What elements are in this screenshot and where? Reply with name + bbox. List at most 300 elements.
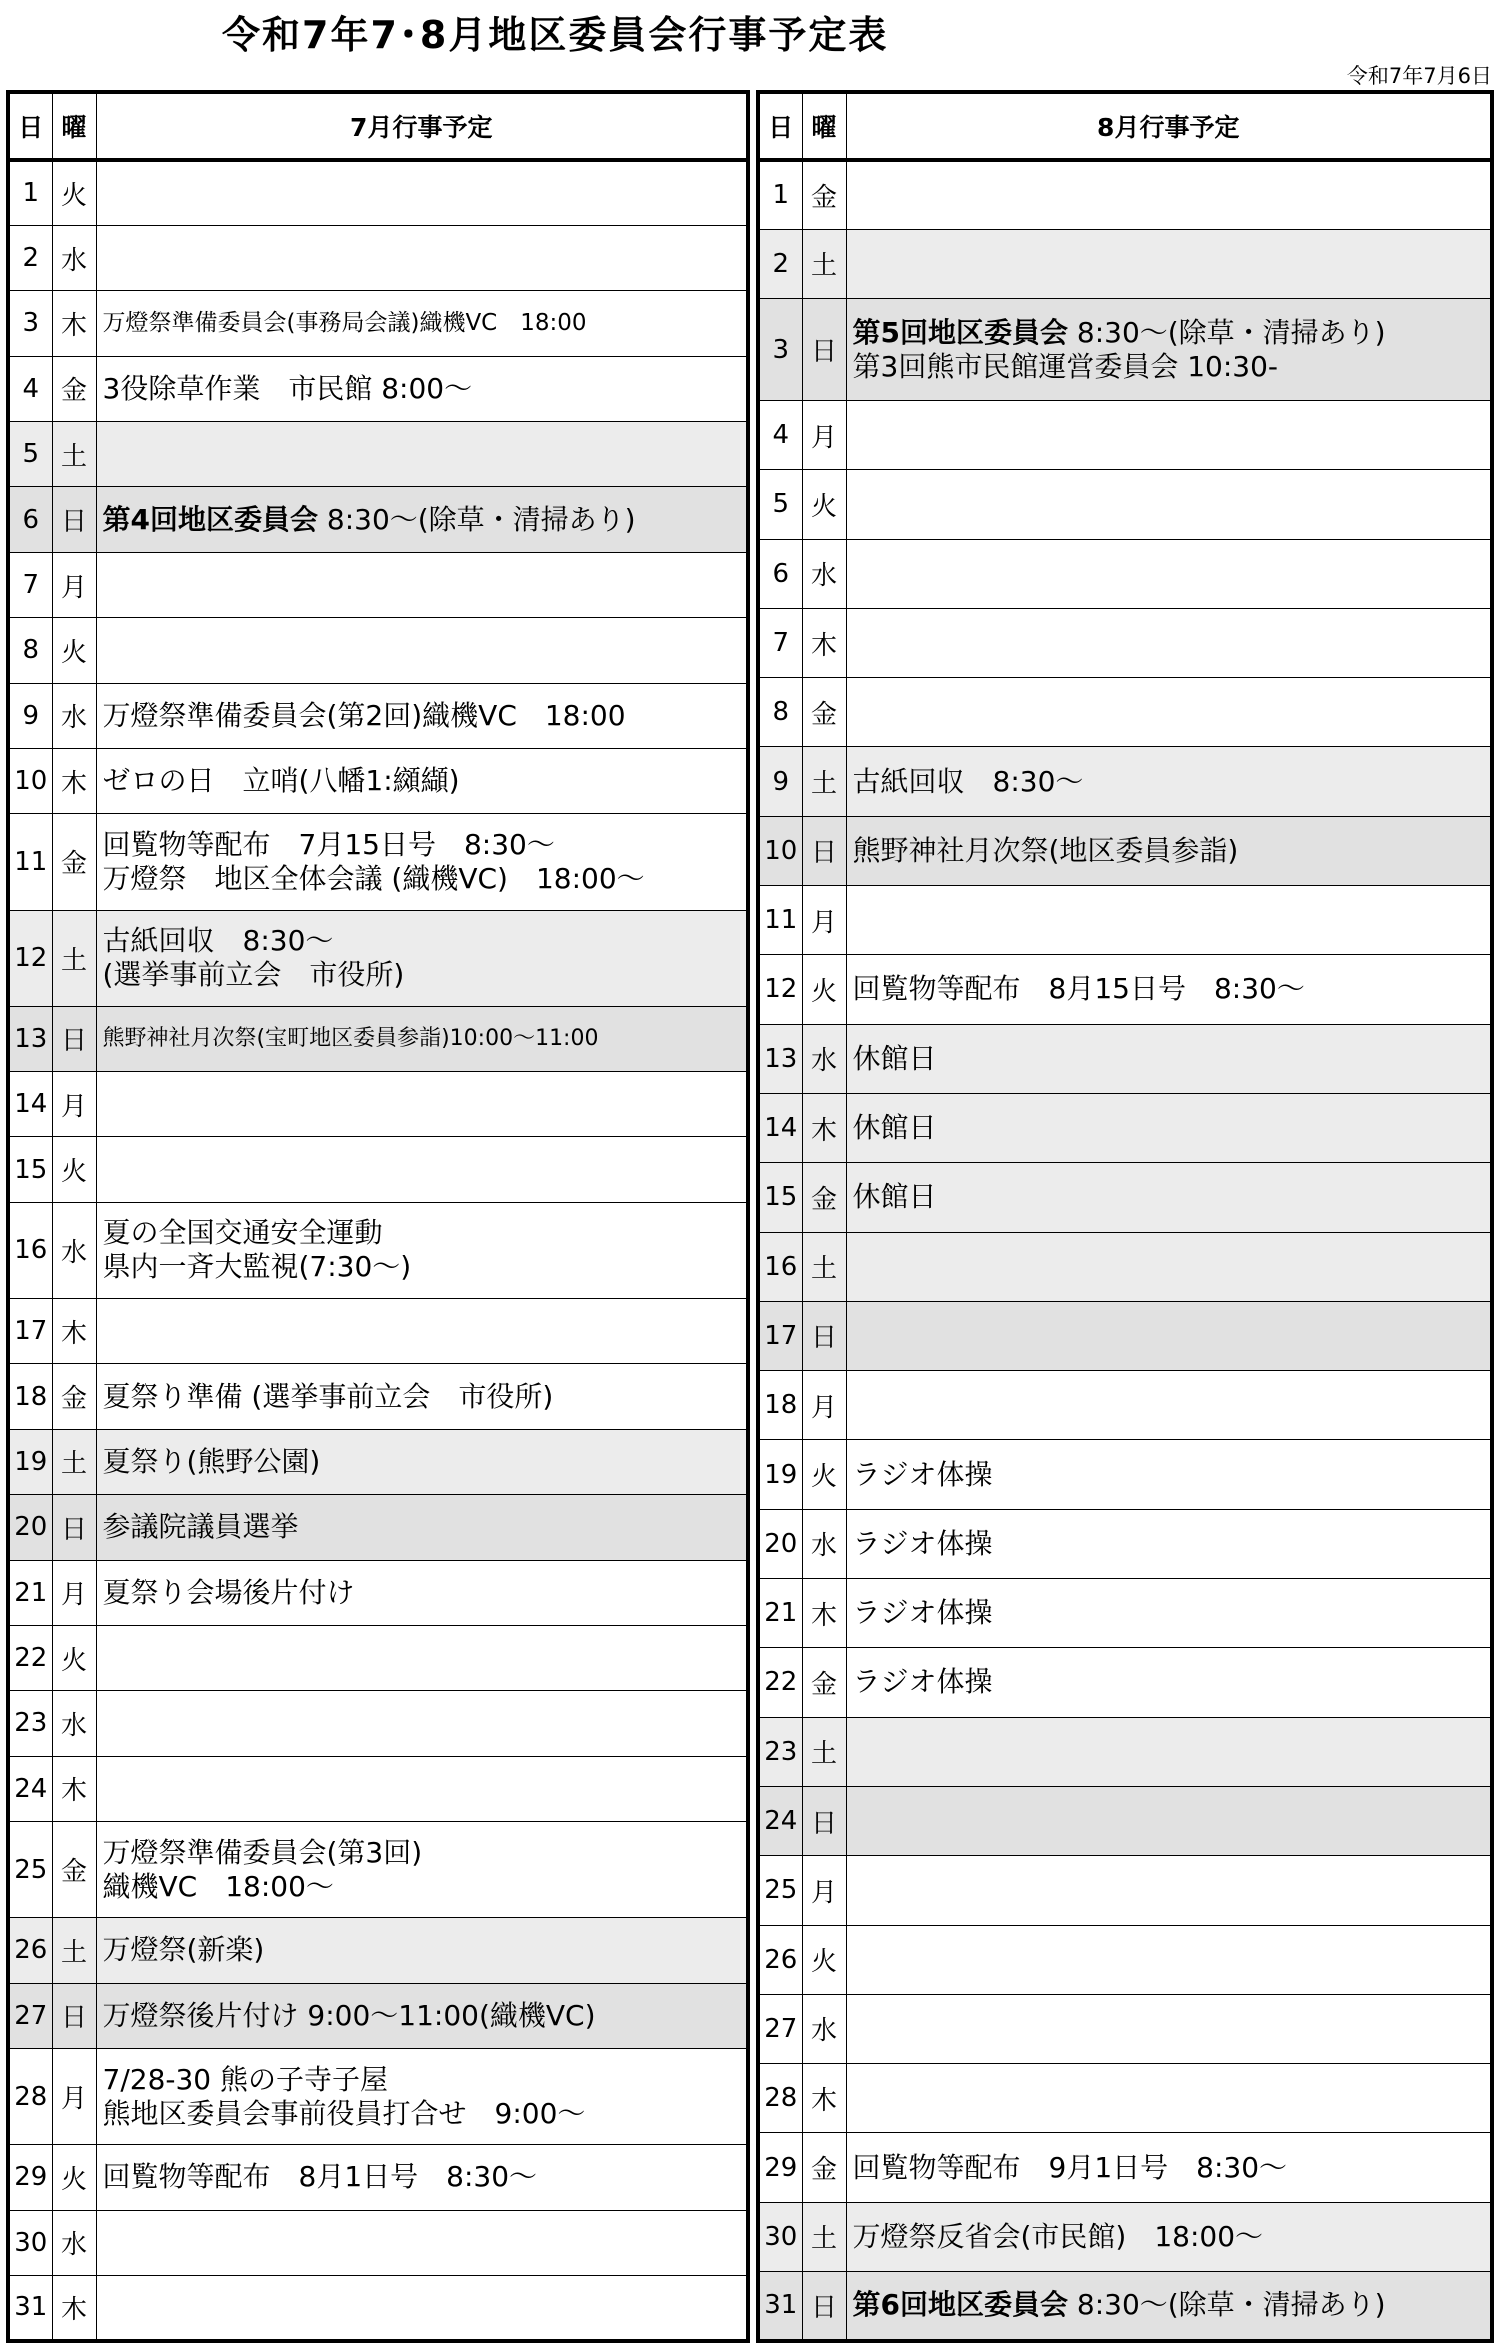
event-line xyxy=(103,1380,747,1414)
event-text: 参議院議員選挙 xyxy=(102,1510,299,1544)
weekday: 土 xyxy=(802,2202,846,2271)
event-cell xyxy=(96,1202,748,1298)
weekday: 日 xyxy=(802,816,846,885)
event-cell xyxy=(846,1994,1492,2063)
event-text: 万燈祭反省会(市民館) 18:00～ xyxy=(852,2219,1264,2253)
event-cell xyxy=(846,886,1492,955)
schedule-row xyxy=(8,1691,748,1756)
schedule-row xyxy=(8,1495,748,1560)
weekday: 水 xyxy=(52,683,96,748)
day-number: 30 xyxy=(758,2202,802,2271)
event-cell xyxy=(846,1301,1492,1370)
weekday: 日 xyxy=(52,1006,96,1071)
event-cell xyxy=(96,1560,748,1625)
event-cell xyxy=(846,955,1492,1024)
event-line xyxy=(103,1999,747,2033)
weekday: 月 xyxy=(802,400,846,469)
weekday: 水 xyxy=(52,2210,96,2275)
event-cell xyxy=(846,1717,1492,1786)
weekday: 日 xyxy=(52,1983,96,2048)
weekday: 金 xyxy=(802,678,846,747)
event-cell xyxy=(846,470,1492,539)
event-line xyxy=(853,1596,1491,1630)
event-cell xyxy=(96,2048,748,2144)
day-number: 26 xyxy=(758,1925,802,1994)
event-text: ラジオ体操 xyxy=(852,1457,993,1491)
event-cell xyxy=(96,1429,748,1494)
day-number: 25 xyxy=(758,1856,802,1925)
day-number: 5 xyxy=(8,422,52,487)
event-line xyxy=(853,350,1491,384)
event-cell xyxy=(96,356,748,421)
day-number: 14 xyxy=(758,1093,802,1162)
schedule-row xyxy=(8,1560,748,1625)
event-cell xyxy=(846,1509,1492,1578)
weekday: 金 xyxy=(52,1822,96,1918)
schedule-row xyxy=(758,1440,1492,1509)
day-number: 9 xyxy=(758,747,802,816)
event-line xyxy=(853,1665,1491,1699)
schedule-row xyxy=(8,160,748,225)
schedule-row xyxy=(8,910,748,1006)
day-number: 13 xyxy=(8,1006,52,1071)
event-cell xyxy=(846,160,1492,229)
event-line xyxy=(103,306,747,340)
weekday: 日 xyxy=(802,299,846,401)
schedule-row xyxy=(758,1648,1492,1717)
event-text: 休館日 xyxy=(852,1111,937,1145)
day-number: 14 xyxy=(8,1072,52,1137)
schedule-row xyxy=(8,2275,748,2340)
event-text: 万燈祭準備委員会(事務局会議)織機VC 18:00 xyxy=(102,310,587,337)
weekday: 土 xyxy=(52,1918,96,1983)
day-number: 25 xyxy=(8,1822,52,1918)
day-number: 29 xyxy=(758,2133,802,2202)
event-cell xyxy=(846,2064,1492,2133)
event-line xyxy=(103,503,747,537)
weekday: 火 xyxy=(802,1925,846,1994)
weekday: 火 xyxy=(52,1137,96,1202)
day-number: 15 xyxy=(8,1137,52,1202)
event-cell xyxy=(96,2210,748,2275)
event-line xyxy=(103,1836,747,1870)
schedule-row xyxy=(8,1625,748,1690)
day-number: 23 xyxy=(758,1717,802,1786)
schedule-row xyxy=(758,2271,1492,2340)
event-line xyxy=(853,1527,1491,1561)
day-number: 29 xyxy=(8,2145,52,2210)
august-schedule-table xyxy=(756,90,1494,2343)
event-cell xyxy=(96,160,748,225)
day-number: 13 xyxy=(758,1024,802,1093)
event-cell xyxy=(96,1364,748,1429)
schedule-row xyxy=(758,2202,1492,2271)
event-cell xyxy=(96,552,748,617)
weekday: 月 xyxy=(802,1371,846,1440)
weekday: 金 xyxy=(802,1648,846,1717)
day-number: 6 xyxy=(758,539,802,608)
event-line xyxy=(103,699,747,733)
event-line xyxy=(103,828,747,862)
event-cell xyxy=(846,400,1492,469)
weekday: 木 xyxy=(802,608,846,677)
weekday: 金 xyxy=(52,1364,96,1429)
schedule-row xyxy=(8,1756,748,1821)
event-bold-text: 第5回地区委員会 xyxy=(852,315,1068,349)
event-cell xyxy=(96,814,748,910)
weekday: 金 xyxy=(802,2133,846,2202)
schedule-row xyxy=(8,225,748,290)
event-cell xyxy=(96,749,748,814)
weekday: 木 xyxy=(52,749,96,814)
weekday: 月 xyxy=(802,1856,846,1925)
day-number: 27 xyxy=(8,1983,52,2048)
weekday: 金 xyxy=(52,356,96,421)
schedule-row xyxy=(758,1925,1492,1994)
schedule-row xyxy=(8,814,748,910)
day-number: 6 xyxy=(8,487,52,552)
event-line xyxy=(103,1933,747,1967)
weekday: 水 xyxy=(802,539,846,608)
event-text: 万燈祭(新楽) xyxy=(102,1933,265,1967)
event-cell xyxy=(96,1495,748,1560)
day-number: 12 xyxy=(758,955,802,1024)
event-cell xyxy=(96,291,748,356)
event-cell xyxy=(96,1756,748,1821)
weekday: 木 xyxy=(52,1756,96,1821)
weekday: 水 xyxy=(802,1509,846,1578)
schedule-row xyxy=(8,552,748,617)
day-number: 5 xyxy=(758,470,802,539)
header-day: 日 xyxy=(8,92,52,160)
schedule-row xyxy=(8,1072,748,1137)
day-number: 16 xyxy=(758,1232,802,1301)
weekday: 土 xyxy=(802,1232,846,1301)
event-line xyxy=(103,924,747,958)
event-cell xyxy=(96,618,748,683)
schedule-row xyxy=(758,1509,1492,1578)
event-text: 熊野神社月次祭(地区委員参詣) xyxy=(852,833,1239,867)
day-number: 22 xyxy=(8,1625,52,1690)
event-cell xyxy=(96,1691,748,1756)
event-cell xyxy=(846,229,1492,298)
schedule-row xyxy=(8,1822,748,1918)
event-text: 万燈祭準備委員会(第2回)織機VC 18:00 xyxy=(102,698,626,732)
day-number: 12 xyxy=(8,910,52,1006)
event-text: 織機VC 18:00～ xyxy=(102,1869,334,1903)
weekday: 日 xyxy=(802,1786,846,1855)
schedule-row xyxy=(8,1364,748,1429)
weekday: 水 xyxy=(802,1024,846,1093)
day-number: 11 xyxy=(758,886,802,955)
schedule-row xyxy=(758,1994,1492,2063)
event-line xyxy=(853,2288,1491,2322)
day-number: 7 xyxy=(758,608,802,677)
schedule-row xyxy=(8,749,748,814)
weekday: 月 xyxy=(802,886,846,955)
weekday: 日 xyxy=(802,2271,846,2340)
event-text: 3役除草作業 市民館 8:00～ xyxy=(102,371,473,405)
schedule-row xyxy=(758,539,1492,608)
event-cell xyxy=(96,683,748,748)
day-number: 1 xyxy=(758,160,802,229)
event-cell xyxy=(96,910,748,1006)
weekday: 木 xyxy=(802,1093,846,1162)
schedule-row xyxy=(758,470,1492,539)
day-number: 10 xyxy=(8,749,52,814)
event-line xyxy=(853,316,1491,350)
day-number: 4 xyxy=(8,356,52,421)
day-number: 21 xyxy=(8,1560,52,1625)
event-text: ラジオ体操 xyxy=(852,1526,993,1560)
event-cell xyxy=(846,1440,1492,1509)
schedule-row xyxy=(8,487,748,552)
header-weekday: 曜 xyxy=(52,92,96,160)
august-table-body xyxy=(758,92,1492,2341)
weekday: 木 xyxy=(802,2064,846,2133)
event-text: 万燈祭 地区全体会議 (織機VC) 18:00～ xyxy=(102,861,645,895)
schedule-row xyxy=(758,160,1492,229)
event-text: 回覧物等配布 8月15日号 8:30～ xyxy=(852,972,1305,1006)
schedule-row xyxy=(758,400,1492,469)
day-number: 4 xyxy=(758,400,802,469)
day-number: 31 xyxy=(758,2271,802,2340)
event-cell xyxy=(846,1024,1492,1093)
day-number: 23 xyxy=(8,1691,52,1756)
schedule-row xyxy=(8,1006,748,1071)
day-number: 2 xyxy=(8,225,52,290)
schedule-row xyxy=(758,747,1492,816)
schedule-row xyxy=(758,955,1492,1024)
event-line xyxy=(103,1445,747,1479)
schedule-row xyxy=(8,291,748,356)
schedule-row xyxy=(758,299,1492,401)
event-cell xyxy=(846,299,1492,401)
weekday: 木 xyxy=(52,2275,96,2340)
day-number: 31 xyxy=(8,2275,52,2340)
event-cell xyxy=(96,487,748,552)
event-cell xyxy=(96,1983,748,2048)
schedule-row xyxy=(8,1202,748,1298)
event-cell xyxy=(846,1925,1492,1994)
event-text: 古紙回収 8:30～ xyxy=(852,764,1084,798)
event-text: 8:30～(除草・清掃あり) xyxy=(317,502,636,536)
day-number: 17 xyxy=(8,1298,52,1363)
day-number: 28 xyxy=(758,2064,802,2133)
event-cell xyxy=(846,678,1492,747)
event-line xyxy=(103,764,747,798)
weekday: 水 xyxy=(52,225,96,290)
event-text: 万燈祭後片付け 9:00～11:00(織機VC) xyxy=(102,1998,596,2032)
day-number: 15 xyxy=(758,1163,802,1232)
schedule-row xyxy=(8,1298,748,1363)
schedule-row xyxy=(8,2145,748,2210)
event-text: 古紙回収 8:30～ xyxy=(102,924,334,958)
weekday: 水 xyxy=(52,1202,96,1298)
event-text: 回覧物等配布 7月15日号 8:30～ xyxy=(102,827,555,861)
weekday: 月 xyxy=(52,552,96,617)
event-line xyxy=(853,765,1491,799)
event-line xyxy=(853,1111,1491,1145)
day-number: 26 xyxy=(8,1918,52,1983)
day-number: 19 xyxy=(758,1440,802,1509)
schedule-row xyxy=(8,1429,748,1494)
weekday: 土 xyxy=(52,1429,96,1494)
event-line xyxy=(103,1250,747,1284)
event-cell xyxy=(846,2271,1492,2340)
weekday: 金 xyxy=(802,1163,846,1232)
schedule-row xyxy=(8,422,748,487)
event-text: 休館日 xyxy=(852,1180,937,1214)
issue-date: 令和7年7月6日 xyxy=(1346,64,1492,88)
schedule-row xyxy=(758,1371,1492,1440)
event-line xyxy=(853,2220,1491,2254)
weekday: 火 xyxy=(802,1440,846,1509)
event-cell xyxy=(846,2202,1492,2271)
schedule-row xyxy=(758,1717,1492,1786)
event-cell xyxy=(846,608,1492,677)
header-weekday: 曜 xyxy=(802,92,846,160)
day-number: 28 xyxy=(8,2048,52,2144)
day-number: 21 xyxy=(758,1579,802,1648)
event-cell xyxy=(96,1625,748,1690)
schedule-row xyxy=(758,1093,1492,1162)
weekday: 木 xyxy=(52,291,96,356)
event-cell xyxy=(846,1579,1492,1648)
july-table-body xyxy=(8,92,748,2341)
weekday: 火 xyxy=(52,160,96,225)
event-cell xyxy=(96,2275,748,2340)
day-number: 18 xyxy=(758,1371,802,1440)
day-number: 9 xyxy=(8,683,52,748)
schedule-row xyxy=(758,816,1492,885)
event-text: 第3回熊市民館運営委員会 10:30- xyxy=(852,349,1279,383)
weekday: 土 xyxy=(802,229,846,298)
event-line xyxy=(103,1870,747,1904)
event-text: 夏の全国交通安全運動 xyxy=(102,1216,383,1250)
weekday: 土 xyxy=(52,910,96,1006)
day-number: 20 xyxy=(8,1495,52,1560)
event-line xyxy=(853,2151,1491,2185)
day-number: 16 xyxy=(8,1202,52,1298)
event-line xyxy=(103,2160,747,2194)
schedule-row xyxy=(758,2064,1492,2133)
schedule-row xyxy=(8,1983,748,2048)
weekday: 金 xyxy=(802,160,846,229)
event-text: 7/28-30 熊の子寺子屋 xyxy=(102,2062,389,2096)
event-cell xyxy=(846,1648,1492,1717)
schedule-row xyxy=(758,1232,1492,1301)
event-text: 8:30～(除草・清掃あり) xyxy=(1067,2288,1386,2322)
day-number: 8 xyxy=(758,678,802,747)
weekday: 火 xyxy=(52,1625,96,1690)
schedule-row xyxy=(8,2210,748,2275)
event-line xyxy=(853,972,1491,1006)
event-bold-text: 第6回地区委員会 xyxy=(852,2288,1068,2322)
header-day: 日 xyxy=(758,92,802,160)
event-line xyxy=(103,2063,747,2097)
day-number: 3 xyxy=(8,291,52,356)
weekday: 水 xyxy=(52,1691,96,1756)
weekday: 月 xyxy=(52,1560,96,1625)
weekday: 日 xyxy=(52,1495,96,1560)
event-text: 熊野神社月次祭(宝町地区委員参詣)10:00～11:00 xyxy=(102,1025,599,1051)
weekday: 木 xyxy=(802,1579,846,1648)
event-line xyxy=(103,1022,747,1056)
event-text: 夏祭り会場後片付け xyxy=(102,1575,355,1609)
weekday: 土 xyxy=(802,747,846,816)
event-cell xyxy=(96,1072,748,1137)
event-cell xyxy=(96,1006,748,1071)
event-text: 万燈祭準備委員会(第3回) xyxy=(102,1835,423,1869)
schedule-row xyxy=(8,683,748,748)
day-number: 1 xyxy=(8,160,52,225)
weekday: 土 xyxy=(52,422,96,487)
event-line xyxy=(853,1458,1491,1492)
schedule-row xyxy=(758,1856,1492,1925)
schedule-row xyxy=(8,1918,748,1983)
event-cell xyxy=(846,747,1492,816)
schedule-row xyxy=(8,356,748,421)
schedule-row xyxy=(758,678,1492,747)
schedule-row xyxy=(758,608,1492,677)
event-cell xyxy=(96,1298,748,1363)
event-text: 夏祭り(熊野公園) xyxy=(102,1444,321,1478)
event-line xyxy=(103,862,747,896)
day-number: 20 xyxy=(758,1509,802,1578)
weekday: 水 xyxy=(802,1994,846,2063)
event-line xyxy=(853,834,1491,868)
event-cell xyxy=(96,225,748,290)
day-number: 17 xyxy=(758,1301,802,1370)
day-number: 22 xyxy=(758,1648,802,1717)
schedule-row xyxy=(758,886,1492,955)
event-cell xyxy=(96,2145,748,2210)
event-line xyxy=(853,1042,1491,1076)
weekday: 月 xyxy=(52,2048,96,2144)
weekday: 火 xyxy=(802,955,846,1024)
event-text: ラジオ体操 xyxy=(852,1665,993,1699)
event-text: 回覧物等配布 9月1日号 8:30～ xyxy=(852,2150,1288,2184)
event-cell xyxy=(846,1786,1492,1855)
day-number: 8 xyxy=(8,618,52,683)
event-text: 回覧物等配布 8月1日号 8:30～ xyxy=(102,2160,538,2194)
august-header-row xyxy=(758,92,1492,160)
schedule-row xyxy=(758,229,1492,298)
event-line xyxy=(103,1510,747,1544)
weekday: 日 xyxy=(802,1301,846,1370)
weekday: 火 xyxy=(52,618,96,683)
event-line xyxy=(103,372,747,406)
day-number: 2 xyxy=(758,229,802,298)
weekday: 日 xyxy=(52,487,96,552)
day-number: 7 xyxy=(8,552,52,617)
event-line xyxy=(103,2097,747,2131)
weekday: 土 xyxy=(802,1717,846,1786)
event-line xyxy=(853,1180,1491,1214)
event-cell xyxy=(846,539,1492,608)
event-line xyxy=(103,1216,747,1250)
weekday: 金 xyxy=(52,814,96,910)
event-line xyxy=(103,1576,747,1610)
header-events: 7月行事予定 xyxy=(96,92,748,160)
event-cell xyxy=(846,1371,1492,1440)
event-text: 休館日 xyxy=(852,1041,937,1075)
weekday: 木 xyxy=(52,1298,96,1363)
event-cell xyxy=(846,816,1492,885)
day-number: 27 xyxy=(758,1994,802,2063)
schedule-row xyxy=(758,2133,1492,2202)
